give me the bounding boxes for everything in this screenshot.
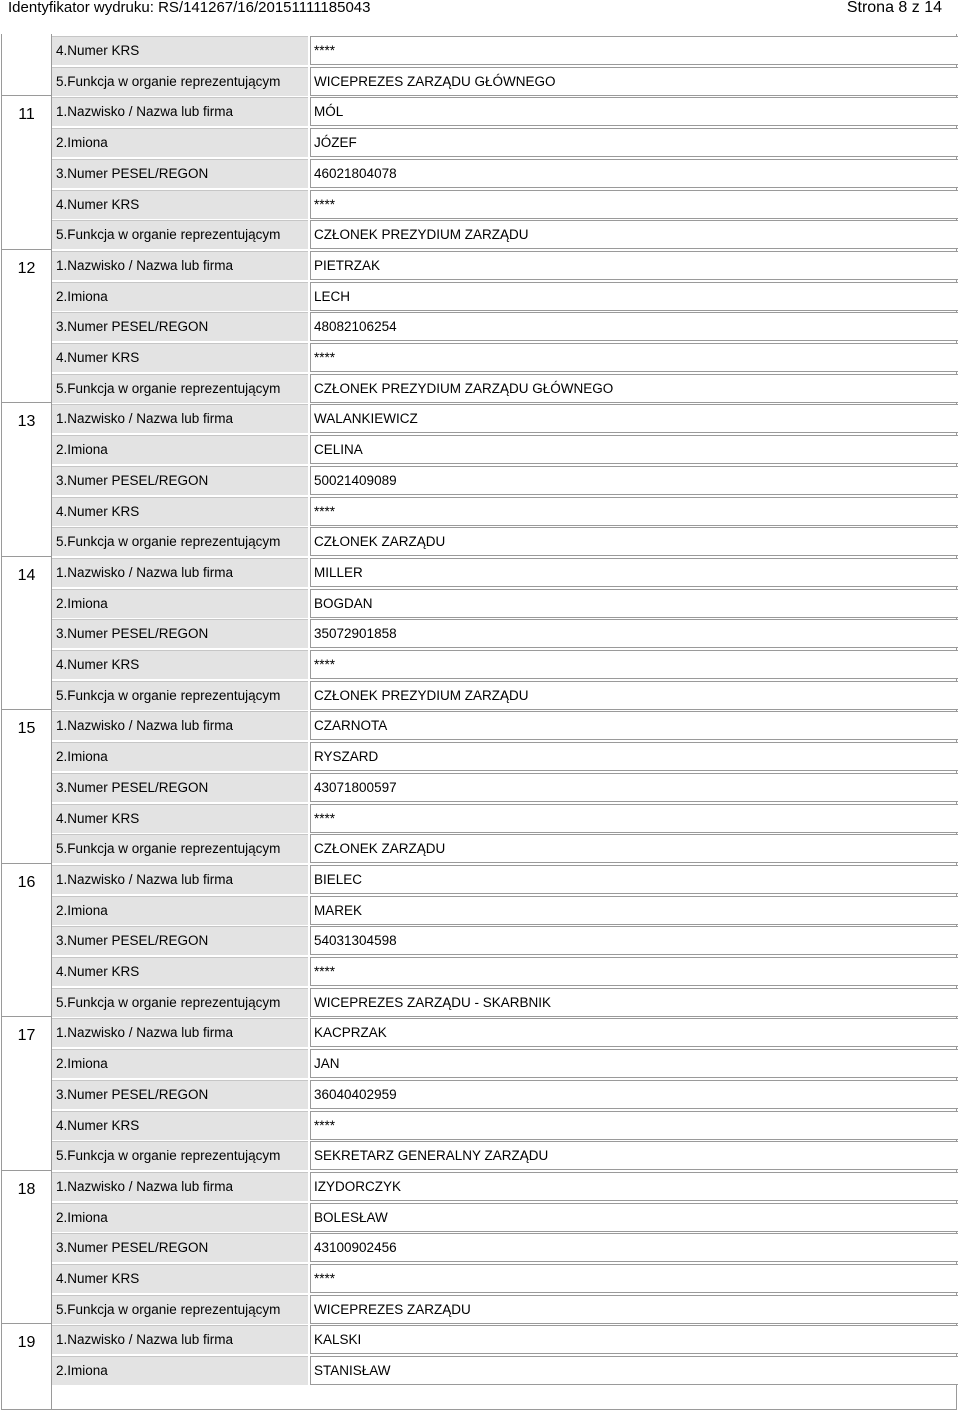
field-label-names: 2.Imiona — [52, 435, 308, 464]
field-label-function: 5.Funkcja w organie reprezentującym — [52, 220, 308, 249]
field-value-names: BOLESŁAW — [310, 1203, 958, 1232]
field-label-names: 2.Imiona — [52, 896, 308, 925]
table-row — [2, 865, 958, 896]
field-label-pesel-regon: 3.Numer PESEL/REGON — [52, 159, 308, 188]
field-label-krs-number: 4.Numer KRS — [52, 1111, 308, 1140]
entry-number: 12 — [2, 249, 51, 278]
field-value-function: WICEPREZES ZARZĄDU GŁÓWNEGO — [310, 67, 958, 96]
field-label-pesel-regon: 3.Numer PESEL/REGON — [52, 773, 308, 802]
table-row — [2, 742, 958, 773]
table-row — [2, 1356, 958, 1387]
page-number: Strona 8 z 14 — [846, 0, 942, 16]
field-label-function: 5.Funkcja w organie reprezentującym — [52, 681, 308, 710]
table-row — [2, 988, 958, 1019]
table-row — [2, 773, 958, 804]
table-row — [2, 896, 958, 927]
table-row — [2, 834, 958, 865]
table-row — [2, 1018, 958, 1049]
table-row — [2, 374, 958, 405]
table-row — [2, 404, 958, 435]
table-row — [2, 1295, 958, 1326]
field-label-surname: 1.Nazwisko / Nazwa lub firma — [52, 251, 308, 280]
table-row — [2, 1141, 958, 1172]
field-label-surname: 1.Nazwisko / Nazwa lub firma — [52, 1018, 308, 1047]
field-label-function: 5.Funkcja w organie reprezentującym — [52, 374, 308, 403]
table-row — [2, 282, 958, 313]
table-row — [2, 926, 958, 957]
field-label-function: 5.Funkcja w organie reprezentującym — [52, 988, 308, 1017]
table-row — [2, 1172, 958, 1203]
table-row — [2, 957, 958, 988]
table-row — [2, 527, 958, 558]
field-label-surname: 1.Nazwisko / Nazwa lub firma — [52, 1172, 308, 1201]
table-row — [2, 1325, 958, 1356]
field-value-names: JÓZEF — [310, 128, 958, 157]
field-value-function: CZŁONEK ZARZĄDU — [310, 834, 958, 863]
field-value-krs-number: **** — [310, 36, 958, 65]
field-value-function: CZŁONEK PREZYDIUM ZARZĄDU — [310, 220, 958, 249]
field-label-surname: 1.Nazwisko / Nazwa lub firma — [52, 711, 308, 740]
field-label-pesel-regon: 3.Numer PESEL/REGON — [52, 619, 308, 648]
field-value-surname: WALANKIEWICZ — [310, 404, 958, 433]
field-label-surname: 1.Nazwisko / Nazwa lub firma — [52, 1325, 308, 1354]
entry-number: 17 — [2, 1016, 51, 1045]
field-label-names: 2.Imiona — [52, 589, 308, 618]
table-row — [2, 804, 958, 835]
table-row — [2, 1080, 958, 1111]
print-identifier: Identyfikator wydruku: RS/141267/16/20151111185043 — [8, 0, 371, 16]
field-label-pesel-regon: 3.Numer PESEL/REGON — [52, 312, 308, 341]
entry-number: 16 — [2, 863, 51, 892]
field-value-function: SEKRETARZ GENERALNY ZARZĄDU — [310, 1141, 958, 1170]
field-value-function: WICEPREZES ZARZĄDU - SKARBNIK — [310, 988, 958, 1017]
field-value-krs-number: **** — [310, 1264, 958, 1293]
field-label-names: 2.Imiona — [52, 1356, 308, 1385]
table-row — [2, 312, 958, 343]
field-label-names: 2.Imiona — [52, 1049, 308, 1078]
field-value-surname: KACPRZAK — [310, 1018, 958, 1047]
field-value-surname: PIETRZAK — [310, 251, 958, 280]
field-label-krs-number: 4.Numer KRS — [52, 190, 308, 219]
table-row — [2, 711, 958, 742]
entry-number: 18 — [2, 1170, 51, 1199]
table-row — [2, 1264, 958, 1295]
table-row — [2, 681, 958, 712]
table-row — [2, 159, 958, 190]
field-label-krs-number: 4.Numer KRS — [52, 343, 308, 372]
field-value-function: CZŁONEK PREZYDIUM ZARZĄDU GŁÓWNEGO — [310, 374, 958, 403]
table-row — [2, 435, 958, 466]
entry-number: 13 — [2, 402, 51, 431]
field-value-surname: IZYDORCZYK — [310, 1172, 958, 1201]
field-value-krs-number: **** — [310, 497, 958, 526]
table-row — [2, 650, 958, 681]
field-label-names: 2.Imiona — [52, 742, 308, 771]
field-label-surname: 1.Nazwisko / Nazwa lub firma — [52, 404, 308, 433]
persons-table — [1, 34, 957, 1410]
table-row — [2, 619, 958, 650]
field-label-function: 5.Funkcja w organie reprezentującym — [52, 67, 308, 96]
field-value-names: LECH — [310, 282, 958, 311]
entry-number: 14 — [2, 556, 51, 585]
field-value-pesel-regon: 43071800597 — [310, 773, 958, 802]
field-label-krs-number: 4.Numer KRS — [52, 497, 308, 526]
print-header — [0, 0, 960, 30]
field-value-pesel-regon: 43100902456 — [310, 1233, 958, 1262]
table-row — [2, 343, 958, 374]
field-label-function: 5.Funkcja w organie reprezentującym — [52, 527, 308, 556]
field-value-names: JAN — [310, 1049, 958, 1078]
field-label-krs-number: 4.Numer KRS — [52, 1264, 308, 1293]
field-value-function: CZŁONEK PREZYDIUM ZARZĄDU — [310, 681, 958, 710]
field-value-pesel-regon: 46021804078 — [310, 159, 958, 188]
field-label-names: 2.Imiona — [52, 1203, 308, 1232]
field-value-names: STANISŁAW — [310, 1356, 958, 1385]
field-label-pesel-regon: 3.Numer PESEL/REGON — [52, 1233, 308, 1262]
field-label-surname: 1.Nazwisko / Nazwa lub firma — [52, 97, 308, 126]
table-row — [2, 190, 958, 221]
entry-number: 11 — [2, 95, 51, 124]
field-label-krs-number: 4.Numer KRS — [52, 36, 308, 65]
field-value-pesel-regon: 36040402959 — [310, 1080, 958, 1109]
field-value-surname: MILLER — [310, 558, 958, 587]
field-value-names: RYSZARD — [310, 742, 958, 771]
table-row — [2, 1049, 958, 1080]
field-value-krs-number: **** — [310, 957, 958, 986]
field-label-surname: 1.Nazwisko / Nazwa lub firma — [52, 558, 308, 587]
field-label-krs-number: 4.Numer KRS — [52, 957, 308, 986]
field-value-krs-number: **** — [310, 804, 958, 833]
field-label-names: 2.Imiona — [52, 282, 308, 311]
field-value-names: MAREK — [310, 896, 958, 925]
table-row — [2, 1203, 958, 1234]
table-row — [2, 36, 958, 67]
table-row — [2, 251, 958, 282]
field-label-surname: 1.Nazwisko / Nazwa lub firma — [52, 865, 308, 894]
field-value-function: CZŁONEK ZARZĄDU — [310, 527, 958, 556]
field-value-names: BOGDAN — [310, 589, 958, 618]
field-value-krs-number: **** — [310, 190, 958, 219]
field-value-krs-number: **** — [310, 650, 958, 679]
field-value-pesel-regon: 50021409089 — [310, 466, 958, 495]
field-value-function: WICEPREZES ZARZĄDU — [310, 1295, 958, 1324]
field-value-names: CELINA — [310, 435, 958, 464]
field-label-pesel-regon: 3.Numer PESEL/REGON — [52, 1080, 308, 1109]
table-row — [2, 497, 958, 528]
field-label-function: 5.Funkcja w organie reprezentującym — [52, 834, 308, 863]
field-value-pesel-regon: 35072901858 — [310, 619, 958, 648]
field-label-names: 2.Imiona — [52, 128, 308, 157]
field-value-pesel-regon: 48082106254 — [310, 312, 958, 341]
table-row — [2, 128, 958, 159]
field-label-function: 5.Funkcja w organie reprezentującym — [52, 1295, 308, 1324]
table-row — [2, 67, 958, 98]
table-row — [2, 97, 958, 128]
field-label-pesel-regon: 3.Numer PESEL/REGON — [52, 926, 308, 955]
field-value-surname: MÓL — [310, 97, 958, 126]
entry-number: 15 — [2, 709, 51, 738]
field-value-pesel-regon: 54031304598 — [310, 926, 958, 955]
table-row — [2, 466, 958, 497]
field-value-surname: KALSKI — [310, 1325, 958, 1354]
field-value-krs-number: **** — [310, 343, 958, 372]
field-label-function: 5.Funkcja w organie reprezentującym — [52, 1141, 308, 1170]
entry-number: 19 — [2, 1323, 51, 1352]
field-value-surname: CZARNOTA — [310, 711, 958, 740]
table-row — [2, 589, 958, 620]
field-value-surname: BIELEC — [310, 865, 958, 894]
field-label-krs-number: 4.Numer KRS — [52, 804, 308, 833]
table-row — [2, 1233, 958, 1264]
field-label-krs-number: 4.Numer KRS — [52, 650, 308, 679]
field-value-krs-number: **** — [310, 1111, 958, 1140]
field-label-pesel-regon: 3.Numer PESEL/REGON — [52, 466, 308, 495]
table-row — [2, 220, 958, 251]
table-row — [2, 1111, 958, 1142]
table-row — [2, 558, 958, 589]
